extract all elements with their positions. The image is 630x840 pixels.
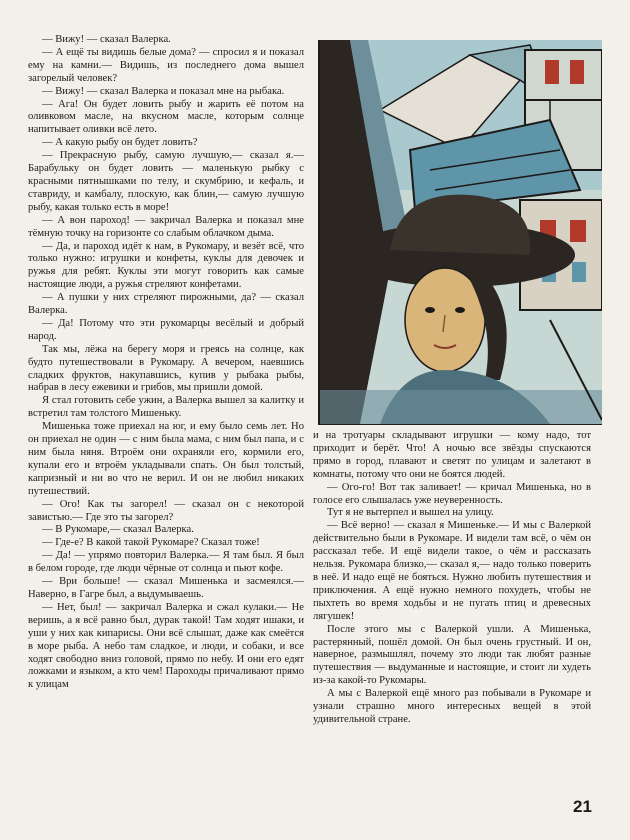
right-paragraph: — Ого-го! Вот так заливает! — кричал Мишенька, но в голосе его слышалась уже неуверенность. bbox=[313, 481, 591, 506]
left-paragraph: — Где-е? В какой такой Рукомаре? Сказал тоже! bbox=[42, 537, 260, 549]
right-paragraph: Тут я не вытерпел и вышел на улицу. bbox=[327, 507, 494, 519]
right-text-column bbox=[313, 430, 591, 800]
left-paragraph: — А вон пароход! — закричал Валерка и показал мне тёмную точку на горизонте со слабым облачком дыма. bbox=[28, 214, 304, 239]
left-paragraph: — Нет, был! — закричал Валерка и сжал кулаки.— Не веришь, а я всё равно был, дурак такой! Там ходят ишаки, и уши у них как кипарисы. Они всё слышат, даже как смеётся в море рыба. А небо там сладкое, и люди, и собаки, и все ходят свободно вниз головой, прямо по небу. И они его едят ложками и языком, а кто чем! Пароходы причаливают прямо к улицам bbox=[28, 601, 304, 691]
left-paragraph: — А какую рыбу он будет ловить? bbox=[42, 137, 198, 149]
left-paragraph: Я стал готовить себе ужин, а Валерка вышел за калитку и встретил там толстого Мишеньку. bbox=[28, 395, 304, 420]
left-paragraph: — Ого! Как ты загорел! — сказал он с некоторой завистью.— Где это ты загорел? bbox=[28, 498, 304, 523]
left-paragraph: — В Рукомаре,— сказал Валерка. bbox=[42, 524, 194, 536]
left-paragraph: — Ага! Он будет ловить рыбу и жарить её потом на оливковом масле, на вкусном масле, которым солнце напитывает оливки всё лето. bbox=[28, 98, 304, 136]
left-paragraph: — Да! Потому что эти рукомарцы весёлый и добрый народ. bbox=[28, 317, 304, 342]
left-paragraph: — Прекрасную рыбу, самую лучшую,— сказал я.— Барабульку он будет ловить — маленькую рыбку с красными пятнышками по телу, и скумбрию, и кефаль, и ставриду, и камбалу, плоскую, как блин,— самую лучшую рыбу, какая только есть в море! bbox=[28, 150, 304, 213]
left-paragraph: — А ещё ты видишь белые дома? — спросил я и показал ему на камни.— Видишь, из последнего дома вышел загорелый человек? bbox=[28, 46, 304, 84]
page-number: 21 bbox=[573, 797, 592, 816]
story-illustration bbox=[318, 40, 602, 425]
right-paragraph: А мы с Валеркой ещё много раз побывали в Рукомаре и узнали страшно много интересных вещей в этой удивительной стране. bbox=[313, 688, 591, 725]
left-paragraph: — Вижу! — сказал Валерка. bbox=[42, 34, 171, 45]
right-paragraph: — Всё верно! — сказал я Мишеньке.— И мы с Валеркой действительно были в Рукомаре. И видели там всё, о чём он рассказал тебе. И ещё видели такое, о чём и рассказать нельзя. Рукомара близко,— сказал я,— надо только поверить в неё. И надо ещё не бояться. Нужно любить путешествия и приключения. А ещё нужно немного похудеть, чтобы не пыхтеть во время ходьбы и не пугать птиц и древесных лягушек! bbox=[313, 520, 591, 622]
left-paragraph: — А пушки у них стреляют пирожными, да? — сказал Валерка. bbox=[28, 292, 304, 317]
left-paragraph: — Да, и пароход идёт к нам, в Рукомару, и везёт всё, что только нужно: игрушки и конфеты, куклы для девочек и ружья для ребят. Куклы эти могут говорить как самые настоящие люди, а ружья стреляют конфетами. bbox=[28, 240, 304, 291]
illustration-boy-in-city-icon bbox=[320, 40, 602, 424]
left-paragraph: Мишенька тоже приехал на юг, и ему было семь лет. Но он приехал не один — с ним была мама, с ним был папа, и с ним была няня. Втроём они охраняли его, кормили его, купали его и втроём укладывали спать. Он был толстый, капризный и ни во что не верил. И он не любил никаких путешествий. bbox=[28, 421, 304, 497]
left-paragraph: — Да! — упрямо повторил Валерка.— Я там был. Я был в белом городе, где люди чёрные от солнца и пьют кофе. bbox=[28, 550, 304, 575]
left-text-column bbox=[28, 34, 304, 824]
left-paragraph: — Ври больше! — сказал Мишенька и засмеялся.— Наверно, в Гагре был, а выдумываешь. bbox=[28, 576, 304, 600]
left-paragraph: — Вижу! — сказал Валерка и показал мне на рыбака. bbox=[42, 85, 285, 97]
right-paragraph: После этого мы с Валеркой ушли. А Мишенька, растерянный, пошёл домой. Он был очень грустный. И он, наверное, размышлял, почему это люди так любят разные путешествия — выдуманные и настоящие, и стоит ли худеть из-за какой-то Рукомары. bbox=[313, 623, 591, 687]
right-paragraph: и на тротуары складывают игрушки — кому надо, тот приходит и берёт. Что! А ночью все звёзды спускаются прямо в город, плавают и светят по улицам и залетают в комнаты, потому что они не боятся людей. bbox=[313, 430, 591, 480]
left-paragraph: Так мы, лёжа на берегу моря и греясь на солнце, как будто путешествовали в Рукомару. А вечером, наевшись сладких фруктов, накупавшись, купив у рыбака рыбы, набрав в лесу ежевики и грибов, мы пришли домой. bbox=[28, 343, 304, 394]
